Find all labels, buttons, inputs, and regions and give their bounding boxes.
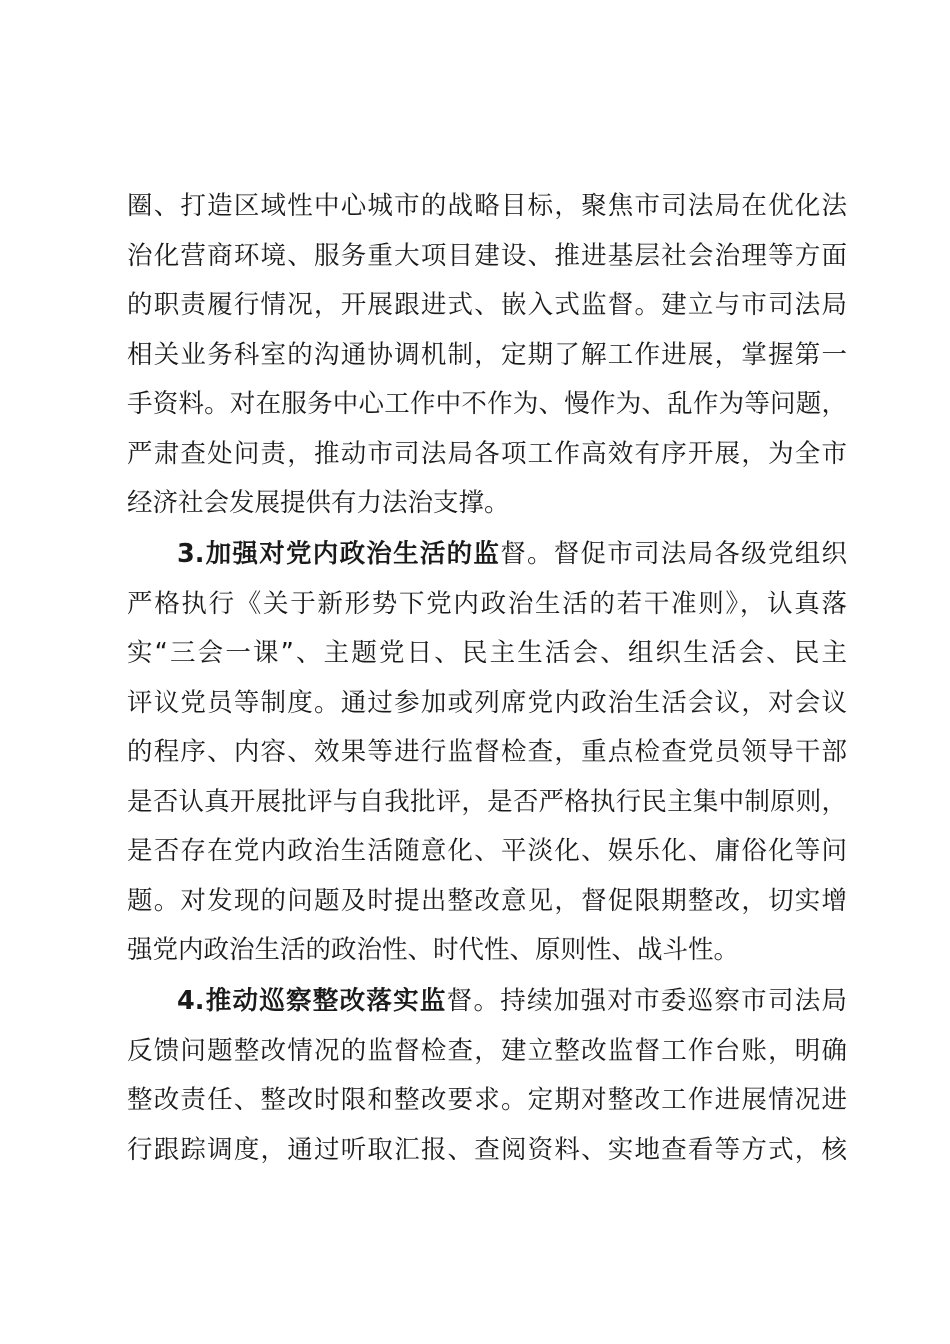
paragraph-text: 督。持续加强对市委巡察市司法局 [446,986,847,1016]
paragraph-line: 严肃查处问责，推动市司法局各项工作高效有序开展，为全市 [127,439,847,469]
paragraph-line: 是否认真开展批评与自我批评，是否严格执行民主集中制原则， [127,787,847,817]
paragraph-line: 整改责任、整改时限和整改要求。定期对整改工作进展情况进 [127,1085,847,1115]
paragraph-first-line [177,981,847,1021]
section-heading: 4.推动巡察整改落实监 [177,986,447,1016]
paragraph-line: 反馈问题整改情况的监督检查，建立整改监督工作台账，明确 [127,1036,847,1066]
paragraph-line: 圈、打造区域性中心城市的战略目标，聚焦市司法局在优化法 [127,191,847,221]
paragraph-line: 经济社会发展提供有力法治支撑。 [127,488,510,518]
paragraph-line: 的职责履行情况，开展跟进式、嵌入式监督。建立与市司法局 [127,290,847,320]
paragraph-line: 严格执行《关于新形势下党内政治生活的若干准则》，认真落 [127,589,847,619]
paragraph-text: 督。督促市司法局各级党组织 [500,539,847,569]
paragraph-line: 是否存在党内政治生活随意化、平淡化、娱乐化、庸俗化等问 [127,836,847,866]
section-heading: 3.加强对党内政治生活的监 [177,539,501,569]
paragraph-first-line [177,534,847,574]
paragraph-line: 评议党员等制度。通过参加或列席党内政治生活会议，对会议 [127,688,847,718]
paragraph-line: 手资料。对在服务中心工作中不作为、慢作为、乱作为等问题， [127,389,847,419]
paragraph-line: 的程序、内容、效果等进行监督检查，重点检查党员领导干部 [127,737,847,767]
paragraph-line: 相关业务科室的沟通协调机制，定期了解工作进展，掌握第一 [127,340,847,370]
paragraph-line: 题。对发现的问题及时提出整改意见，督促限期整改，切实增 [127,886,847,916]
paragraph-line: 强党内政治生活的政治性、时代性、原则性、战斗性。 [127,935,740,965]
paragraph-line: 实“三会一课”、主题党日、民主生活会、组织生活会、民主 [127,638,847,668]
paragraph-line: 行跟踪调度，通过听取汇报、查阅资料、实地查看等方式，核 [127,1135,847,1165]
paragraph-line: 治化营商环境、服务重大项目建设、推进基层社会治理等方面 [127,241,847,271]
